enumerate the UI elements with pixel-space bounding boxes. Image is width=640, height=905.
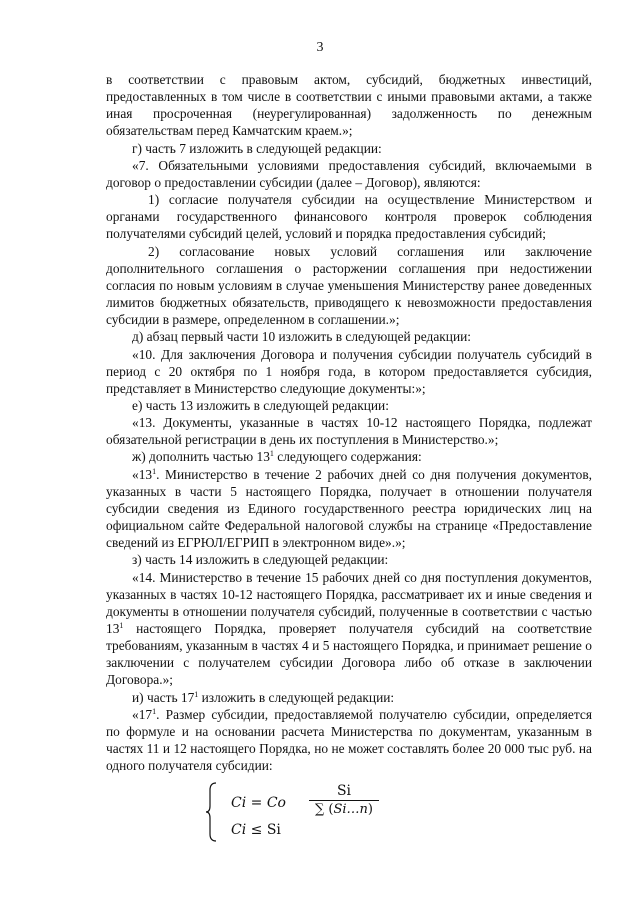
text-run: изложить в следующей редакции:	[198, 689, 395, 705]
formula-fraction	[309, 782, 379, 819]
superscript: 1	[119, 621, 124, 630]
formula-denominator	[309, 800, 379, 819]
left-brace-icon	[205, 782, 217, 842]
subsidy-formula	[205, 782, 405, 842]
text-run: и) часть 17	[132, 689, 195, 705]
superscript: 1	[194, 689, 199, 699]
paragraph-amend-g: г) часть 7 изложить в следующей редакции:	[132, 140, 382, 156]
formula-paren: )	[367, 802, 373, 817]
text-run: «13	[132, 466, 153, 482]
paragraph-amend-i	[106, 689, 592, 706]
formula-line-2	[231, 822, 281, 838]
paragraph-part-14	[106, 569, 592, 689]
formula-sum-var: Si…n	[333, 802, 368, 817]
formula-equals: =	[246, 795, 267, 811]
paragraph-part-17-1	[106, 706, 592, 775]
paragraph-part-7: «7. Обязательными условиями предоставления субсидий, включаемыми в договор о предоставлении субсидии (далее – Договор), являются:	[106, 157, 592, 190]
page-number: 3	[316, 40, 324, 55]
formula-ci: Ci	[231, 822, 247, 838]
paragraph-part-10: «10. Для заключения Договора и получения субсидии получатель субсидий в период с 20 октября по 1 ноября года, в котором предоставляется субсидия, представляет в Министерство следующие документы:»;	[106, 346, 592, 396]
formula-co: Co	[266, 795, 286, 811]
paragraph-amend-e: е) часть 13 изложить в следующей редакции:	[132, 397, 389, 413]
paragraph-part-13-1	[106, 466, 592, 552]
document-body	[106, 71, 592, 774]
paragraph-part-13: «13. Документы, указанные в частях 10-12 настоящего Порядка, подлежат обязательной регистрации в день их поступления в Министерство.»;	[106, 415, 592, 448]
formula-ci: Ci	[231, 795, 247, 811]
formula-sum-sign: ∑ (	[315, 802, 334, 817]
paragraph-continuation: в соответствии с правовым актом, субсидий, бюджетных инвестиций, предоставленных в том числе в соответствии с иными правовыми актами, а также иная просроченная (неурегулированная) задолженность по денежным обязательствам перед Камчатским краем.»;	[106, 72, 592, 139]
text-run: . Министерство в течение 2 рабочих дней со дня получения документов, указанных в части 5 настоящего Порядка, получает в отношении получателя субсидии сведения из Единого государственного реестра юридических лиц на официальном сайте Федеральной налоговой службы на странице «Предоставление сведений из ЕГРЮЛ/ЕГРИП в электронном виде».»;	[106, 466, 592, 551]
paragraph-amend-z: з) часть 14 изложить в следующей редакции:	[132, 552, 389, 568]
text-run: настоящего Порядка, проверяет получателя субсидий на соответствие требованиям, указанным в частях 4 и 5 настоящего Порядка, и принимает решение о заключении с получателем субсидии Договора либо об отказе в заключении Договора.»;	[106, 621, 592, 688]
text-run: «17	[132, 706, 153, 722]
text-run: «14. Министерство в течение 15 рабочих дней со дня поступления документов, указанных в частях 10-12 настоящего Порядка, рассматривает их и иные сведения и документы в отношении получателя субсидий, полученные в соответствии с частью 13	[106, 569, 592, 636]
formula-numerator: Si	[336, 783, 352, 799]
text-run: . Размер субсидии, предоставляемой получателю субсидии, определяется по формуле и на основании расчета Министерства по документам, указанным в частях 11 и 12 настоящего Порядка, но не может составлять более 20 000 тыс руб. на одного получателя субсидии:	[106, 706, 592, 774]
formula-line-1	[231, 795, 286, 811]
paragraph-amend-d: д) абзац первый части 10 изложить в следующей редакции:	[132, 329, 471, 345]
paragraph-amend-zh	[106, 448, 592, 465]
text-run: следующего содержания:	[273, 449, 422, 465]
formula-leq: ≤ Si	[246, 822, 281, 838]
paragraph-part-7-item-2: 2) согласование новых условий соглашения или заключение дополнительного соглашения о расторжении соглашения при недостижении согласия по новым условиям в случае уменьшения Министерству ранее доведенных лимитов бюджетных обязательств, приводящего к невозможности предоставления субсидии в размере, определенном в соглашении.»;	[106, 243, 592, 328]
superscript: 1	[152, 466, 157, 476]
paragraph-part-7-item-1: 1) согласие получателя субсидии на осуществление Министерством и органами государственного финансового контроля проверок соблюдения получателями субсидий целей, условий и порядка предоставления субсидий;	[106, 192, 592, 242]
superscript: 1	[269, 449, 274, 459]
text-run: ж) дополнить частью 13	[132, 449, 270, 465]
superscript: 1	[152, 706, 157, 716]
